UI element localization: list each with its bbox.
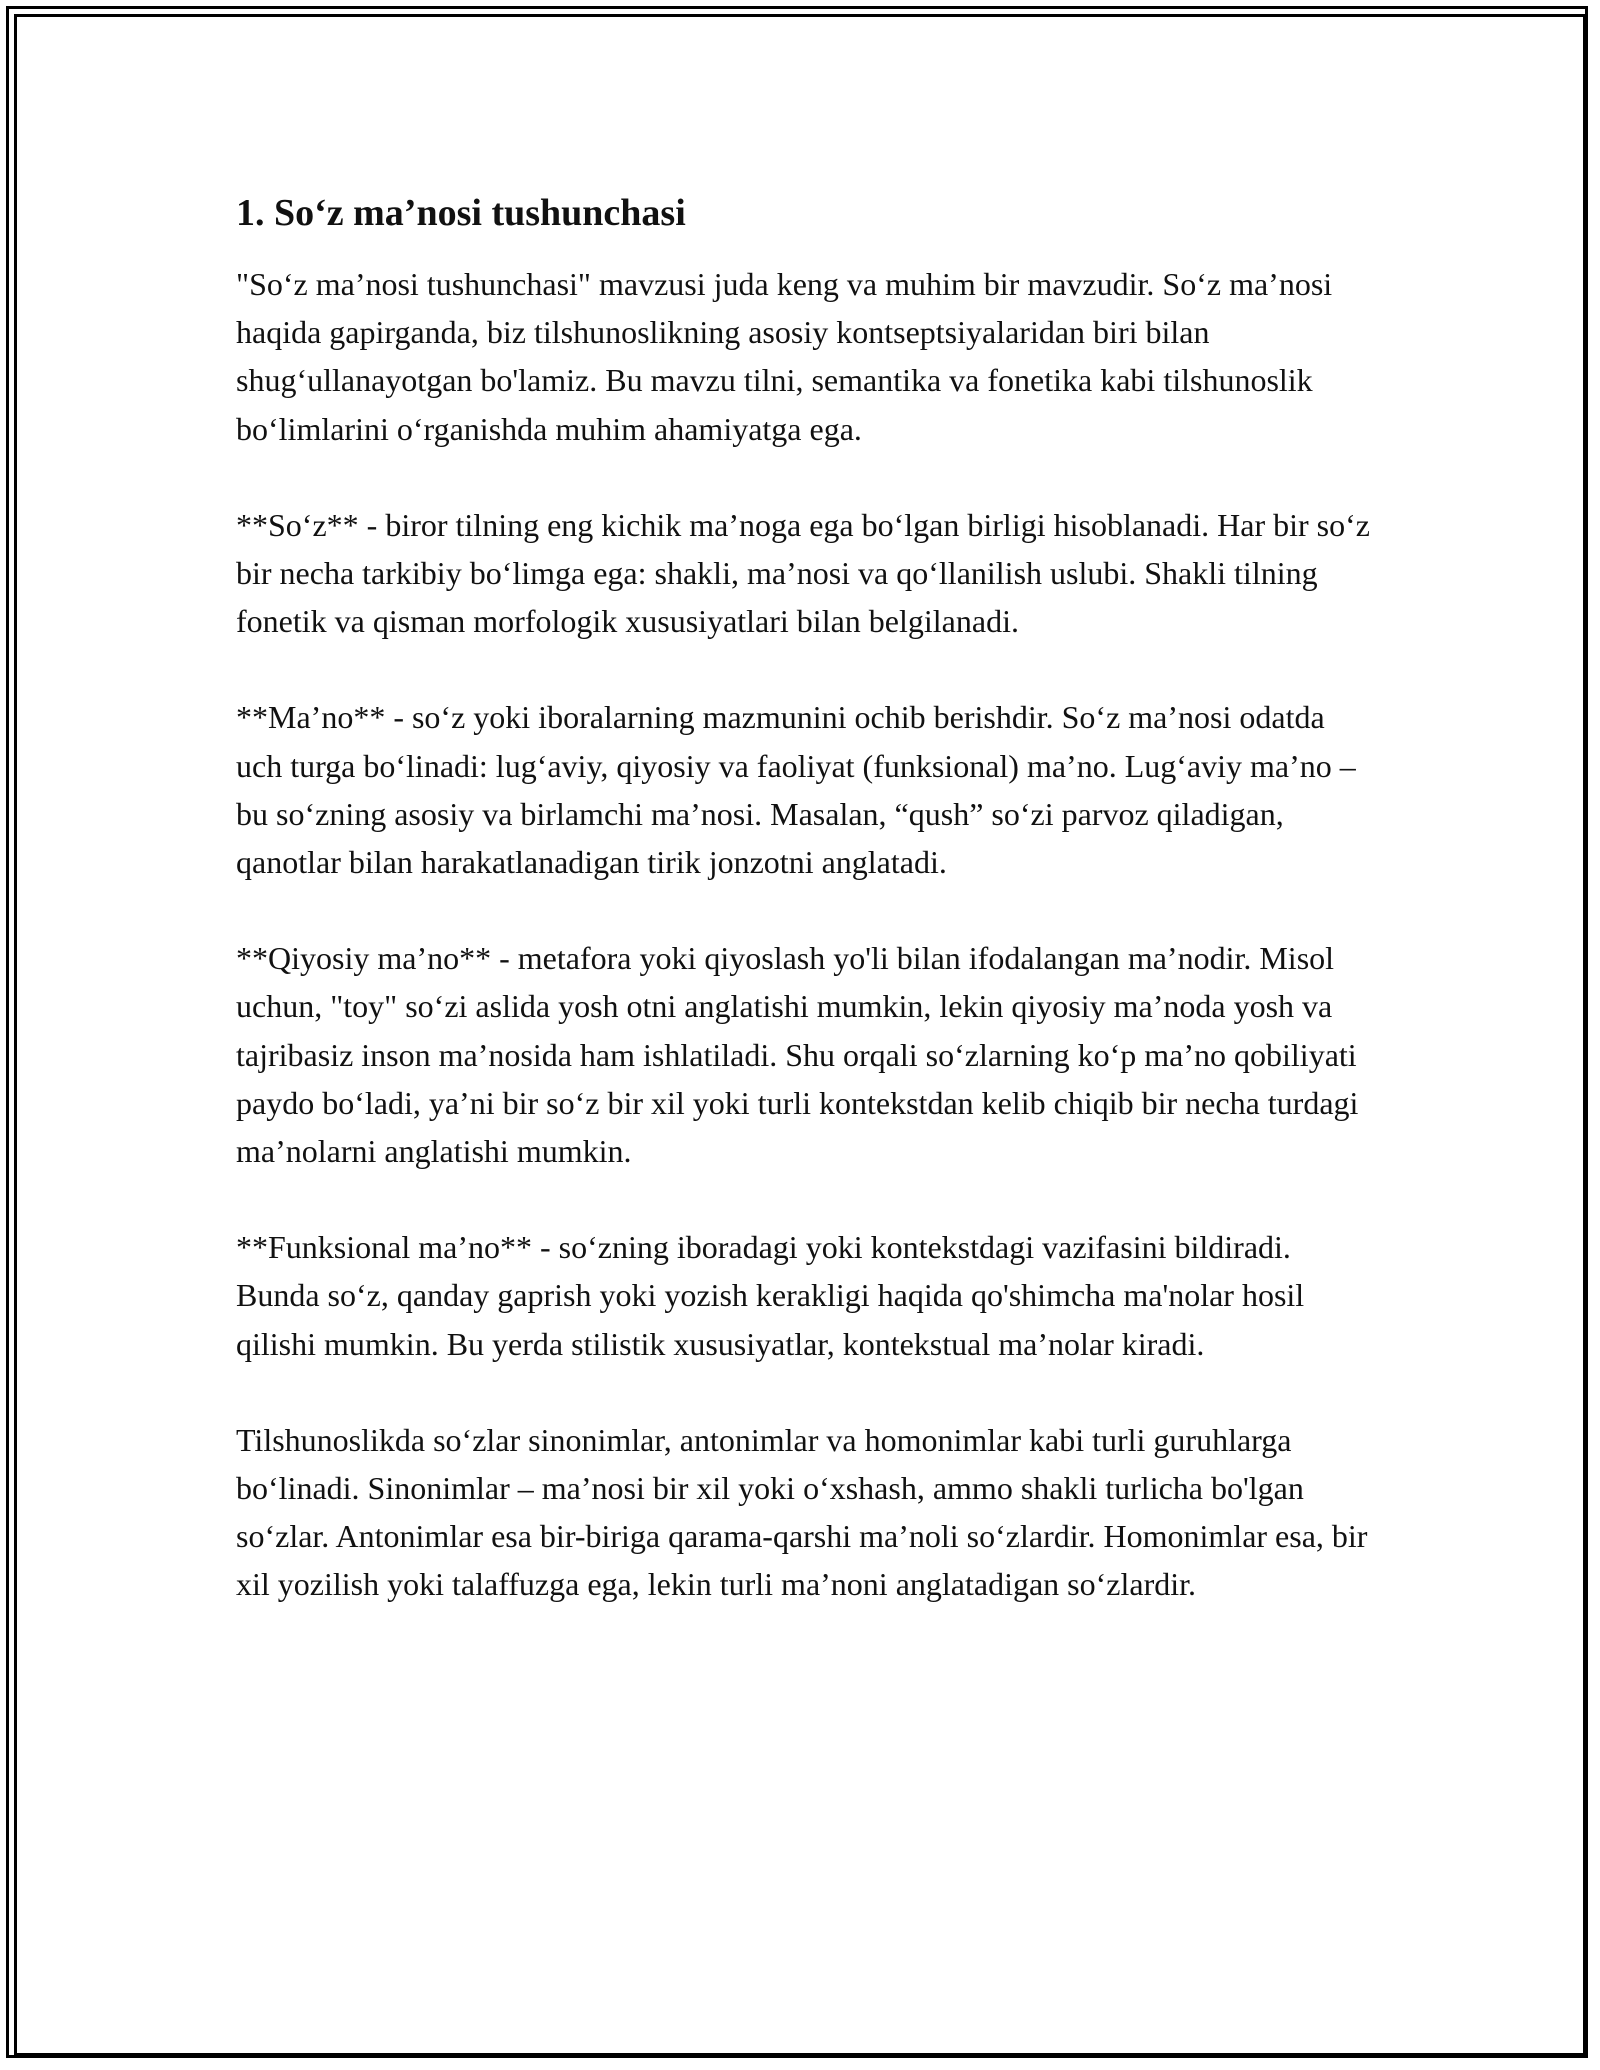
paragraph-soz: **So‘z** - biror tilning eng kichik ma’noga ega bo‘lgan birligi hisoblanadi. Har bir so‘z bir necha tarkibiy bo‘limga ega: shakli, ma’nosi va qo‘llanilish uslubi. Shakli tilning fonetik va qisman morfologik xususiyatlari bilan belgilanadi. xyxy=(236,506,1370,640)
paragraph-qiyosiy-mano: **Qiyosiy ma’no** - metafora yoki qiyoslash yo'li bilan ifodalangan ma’nodir. Misol uchun, "toy" so‘zi aslida yosh otni anglatishi mumkin, lekin qiyosiy ma’noda yosh va tajribasiz inson ma’nosida ham ishlatiladi. Shu orqali so‘zlarning ko‘p ma’no qobiliyati paydo bo‘ladi, ya’ni bir so‘z bir xil yoki turli kontekstdan kelib chiqib bir necha turdagi ma’nolarni anglatishi mumkin. xyxy=(236,940,1359,1170)
paragraph-intro: "So‘z ma’nosi tushunchasi" mavzusi juda keng va muhim bir mavzudir. So‘z ma’nosi haqida gapirganda, biz tilshunoslikning asosiy kontseptsiyalaridan biri bilan shug‘ullanayotgan bo'lamiz. Bu mavzu tilni, semantika va fonetika kabi tilshunoslik bo‘limlarini o‘rganishda muhim ahamiyatga ega. xyxy=(236,266,1333,447)
paragraph-funksional-mano: **Funksional ma’no** - so‘zning iboradagi yoki kontekstdagi vazifasini bildiradi. Bunda so‘z, qanday gaprish yoki yozish kerakligi haqida qo'shimcha ma'nolar hosil qilishi mumkin. Bu yerda stilistik xususiyatlar, kontekstual ma’nolar kiradi. xyxy=(236,1229,1305,1362)
document-title: 1. So‘z ma’nosi tushunchasi xyxy=(236,192,686,234)
document-body xyxy=(236,186,1376,1657)
paragraph-mano: **Ma’no** - so‘z yoki iboralarning mazmunini ochib berishdir. So‘z ma’nosi odatda uch turga bo‘linadi: lug‘aviy, qiyosiy va faoliyat (funksional) ma’no. Lug‘aviy ma’no – bu so‘zning asosiy va birlamchi ma’nosi. Masalan, “qush” so‘zi parvoz qiladigan, qanotlar bilan harakatlanadigan tirik jonzotni anglatadi. xyxy=(236,699,1356,881)
paragraph-sinonim-antonim-homonim: Tilshunoslikda so‘zlar sinonimlar, antonimlar va homonimlar kabi turli guruhlarga bo‘linadi. Sinonimlar – ma’nosi bir xil yoki o‘xshash, ammo shakli turlicha bo'lgan so‘zlar. Antonimlar esa bir-biriga qarama-qarshi ma’noli so‘zlardir. Homonimlar esa, bir xil yozilish yoki talaffuzga ega, lekin turli ma’noni anglatadigan so‘zlardir. xyxy=(236,1421,1368,1603)
